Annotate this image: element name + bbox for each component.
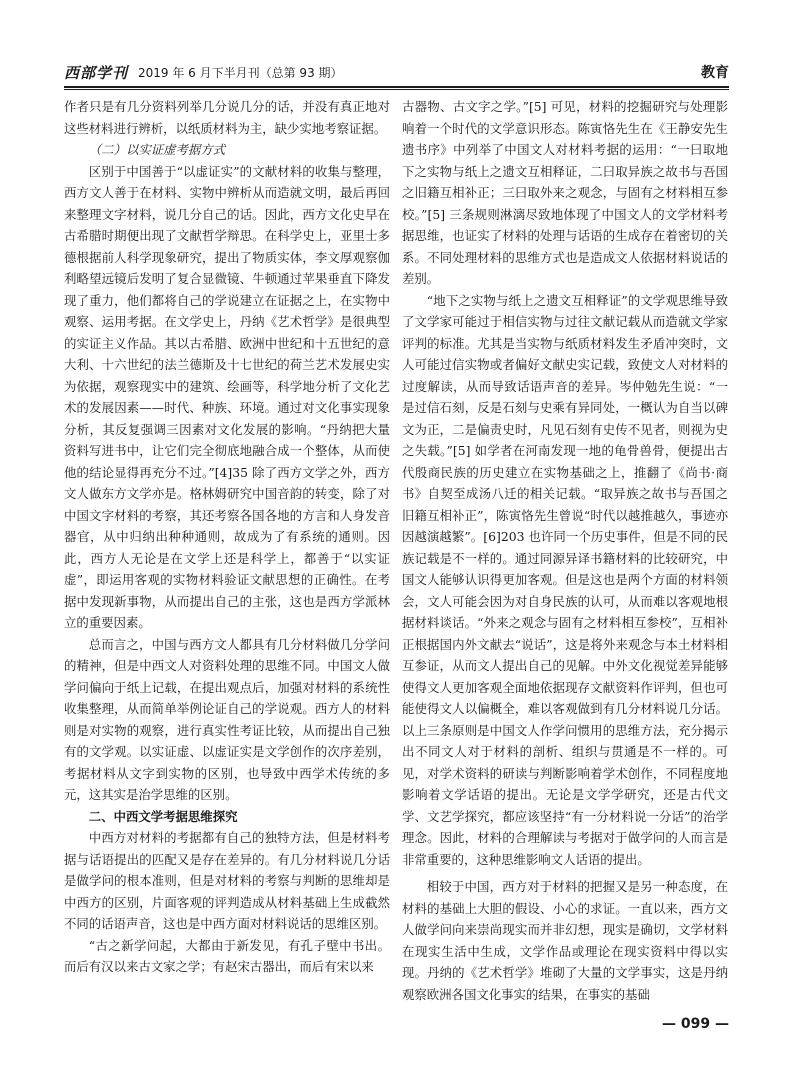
body-paragraph: 作者只是有几分资料列举几分说几分的话，并没有真正地对这些材料进行辨析，以纸质材料为主，缺少实地考察证据。: [64, 99, 390, 136]
body-paragraph: “古之新学问起，大都由于新发见，有孔子壁中书出。而后有汉以来古文家之学；有赵宋古器出，而后有宋以来: [64, 937, 390, 974]
left-column: [64, 96, 390, 978]
body-paragraph: 相较于中国，西方对于材料的把握又是另一种态度，在材料的基础上大胆的假设、小心的求证。一直以来，西方文人做学问向来崇尚现实而并非幻想，现实是确切，文学材料在现实生活中生成，文学作品或理论在现实资料中得以实现。丹纳的《艺术哲学》堆砌了大量的文学事实，这是丹纳观察欧洲各国文化事实的结果，在事实的基础: [402, 879, 728, 1002]
body-paragraph: 区别于中国善于“以虚证实”的文献材料的收集与整理，西方文人善于在材料、实物中辨析从而造就文明，最后再回来整理文字材料，说几分自己的话。因此，西方文化史早在古希腊时期便出现了文献哲学辩思。在科学史上，亚里士多德根据前人科学现象研究，提出了物质实体，李文厚观察伽利略望远镜后发明了复合显微镜、牛顿通过苹果垂直下降发现了重力，他们都将自己的学说建立在证据之上，在实物中观察、运用考据。在文学史上，丹纳《艺术哲学》是很典型的实证主义作品。其以古希腊、欧洲中世纪和十五世纪的意大利、十六世纪的法兰德斯及十七世纪的荷兰艺术发展史实为依据，观察现实中的建筑、绘画等，科学地分析了文化艺术的发展因素——时代、种族、环境。通过对文化事实现象分析，其反复强调三因素对文化发展的影响。“丹纳把大量资料写进书中，让它们完全彻底地融合成一个整体，从而使他的结论显得再充分不过。”[4]35 除了西方文学之外，西方文人做东方文学亦是。格林姆研究中国音韵的转变，除了对中国文字材料的考察，其还考察各国各地的方言和人身发音器官，从中归纳出种种通则，故成为了有系统的通则。因此，西方人无论是在文学上还是科学上，都善于“以实证虚”，即运用客观的实物材料验证文献思想的正确性。在考据中发现新事物，从而提出自己的主张，这也是西方学派林立的重要因素。: [64, 163, 390, 630]
subsection-heading: （二）以实证虚考据方式: [88, 142, 226, 157]
right-column: [402, 96, 728, 1005]
body-paragraph: 总而言之，中国与西方文人都具有几分材料做几分学问的精神，但是中西文人对资料处理的思维不同。中国文人做学问偏向于纸上记载，在提出观点后，加强对材料的系统性收集整理，从而简单举例论证自己的学说观。西方人的材料则是对实物的观察，进行真实性考证比较，从而提出自己独有的文学观。以实证虚、以虚证实是文学创作的次序差别，考据材料从文字到实物的区别，也导致中西学术传统的多元，这其实是治学思维的区别。: [64, 636, 390, 802]
section-label: 教育: [701, 65, 729, 81]
header-rule-thin: [64, 89, 729, 90]
header-rule: [64, 86, 729, 88]
issue-info: 2019 年 6 月下半月刊（总第 93 期）: [138, 66, 343, 80]
running-header: [64, 62, 729, 84]
body-paragraph: “地下之实物与纸上之遗文互相释证”的文学观思维导致了文学家可能过于相信实物与过往文献记载从而造就文学家评判的标准。尤其是当实物与纸质材料发生矛盾冲突时，文人可能过信实物或者偏好文献史实记载，致使文人对材料的过度解读，从而导致话语声音的差异。岑仲勉先生说：“一是过信石刻，反是石刻与史乘有异同处，一概认为自当以碑文为正，二是偏责史时，凡见石刻有史传不见者，则视为史之失载。”[5] 如学者在河南发现一地的龟骨兽骨，便提出古代殷商民族的历史建立在实物基础之上，推翻了《尚书·商书》自契至成汤八迁的相关记载。“取异族之故书与吾国之旧籍互相补正”，陈寅恪先生曾说“时代以越推越久，事迹亦因越演越繁”。[6]203 也许同一个历史事件，但是不同的民族记载是不一样的。通过同源异译书籍材料的比较研究，中国文人能够认识得更加客观。但是这也是两个方面的材料领会，文人可能会因为对自身民族的认可，从而难以客观地根据材料谈话。“外来之观念与固有之材料相互参校”，互相补正根据国内外文献去“说话”，这是将外来观念与本土材料相互参证，从而文人提出自己的见解。中外文化视觉差异能够使得文人更加客观全面地依据现存文献资料作评判，但也可能使得文人以偏概全，难以客观做到有几分材料说几分话。以上三条原则是中国文人作学问惯用的思维方法，充分揭示出不同文人对于材料的剖析、组织与贯通是不一样的。可见，对学术资料的研读与判断影响着学术创作，不同程度地影响着文学话语的提出。无论是文学学研究，还是古代文学、文艺学探究，都应该坚持“有一分材料说一分话”的治学理念。因此，材料的合理解读与考据对于做学问的人而言是非常重要的，这种思维影响文人话语的提出。: [402, 292, 728, 867]
journal-logo: 西部学刊: [64, 64, 129, 82]
body-paragraph: 古器物、古文字之学。”[5] 可见，材料的挖掘研究与处理影响着一个时代的文学意识形态。陈寅恪先生在《王静安先生遗书序》中列举了中国文人对材料考据的运用：“一曰取地下之实物与纸上之遗文互相释证，二曰取异族之故书与吾国之旧籍互相补正；三曰取外来之观念，与固有之材料相互参校。”[5] 三条规则淋漓尽致地体现了中国文人的文学材料考据思维，也证实了材料的处理与话语的生成存在着密切的关系。不同处理材料的思维方式也是造成文人依据材料说话的差别。: [402, 99, 728, 286]
body-paragraph: 中西方对材料的考据都有自己的独特方法，但是材料考据与话语提出的匹配又是存在差异的。有几分材料说几分话是做学问的根本准则，但是对材料的考察与判断的思维却是中西方的区别，片面客观的评判造成从材料基础上生成截然不同的话语声音，这也是中西方面对材料说话的思维区别。: [64, 830, 390, 931]
section-heading: 二、中西文学考据思维探究: [88, 808, 238, 824]
page-number: — 099 —: [662, 1016, 729, 1032]
